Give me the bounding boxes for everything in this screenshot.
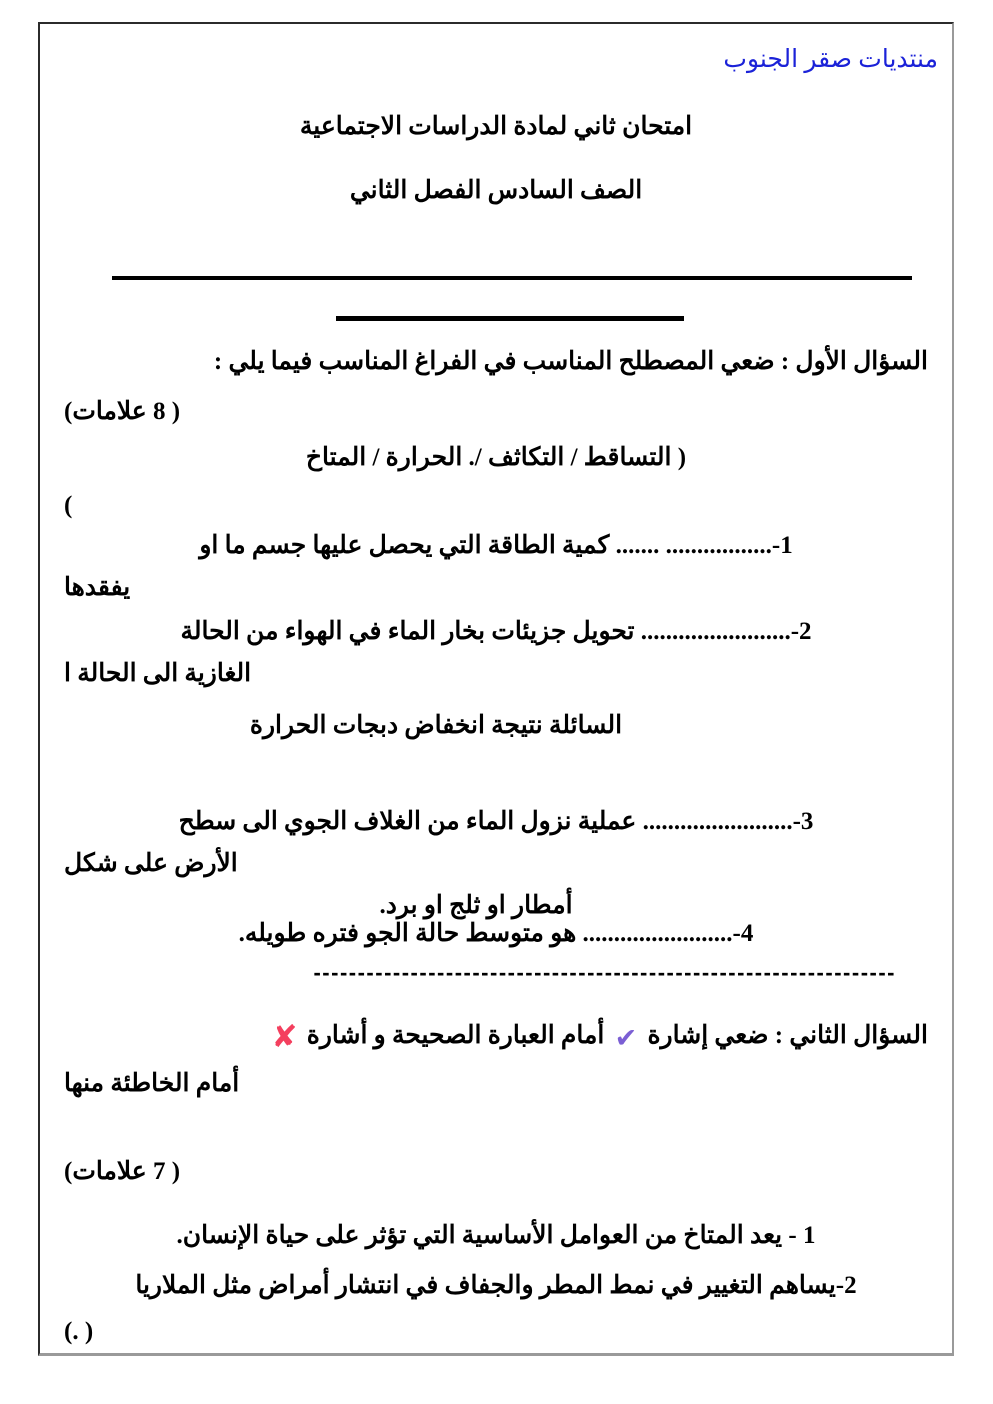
question2-heading-part1: السؤال الثاني : ضعي إشارة [647, 1022, 928, 1049]
question1-item-3-line-1: 3-........................ عملية نزول الماء من الغلاف الجوي الى سطح [178, 808, 814, 835]
question2-heading-line2: أمام الخاطئة منها [64, 1070, 240, 1097]
question1-item-1-line-2: يفقدها [64, 574, 131, 601]
question1-heading: السؤال الأول : ضعي المصطلح المناسب في الفراغ المناسب فيما يلي : [213, 348, 928, 375]
question1-item-1-line-1: 1-................. ....... كمية الطاقة التي يحصل عليها جسم ما او [199, 532, 793, 559]
question2-heading [64, 1020, 928, 1053]
document-page [38, 22, 954, 1356]
page-subtitle: الصف السادس الفصل الثاني [349, 177, 643, 204]
question1-item-4-line-1: 4-........................ هو متوسط حالة الجو فتره طويله. [238, 920, 754, 947]
question2-item-2-answer-blank: ( .) [64, 1318, 94, 1345]
question1-item-3-line-3: أمطار او ثلج او برد. [379, 892, 573, 919]
divider-rule-short [336, 316, 684, 321]
question1-item-2-line-2: الغازية الى الحالة ا [64, 660, 252, 687]
question2-item-1: 1 - يعد المتاخ من العوامل الأساسية التي تؤثر على حياة الإنسان. [176, 1222, 816, 1249]
question1-item-3-line-2: الأرض على شكل [64, 850, 238, 877]
cross-mark-icon: ✘ [271, 1019, 298, 1055]
page-title: امتحان ثاني لمادة الدراسات الاجتماعية [299, 113, 693, 140]
question1-item-2-line-3: السائلة نتيجة انخفاض دبجات الحرارة [249, 712, 623, 739]
forum-watermark-header: منتديات صقر الجنوب [723, 46, 938, 73]
question2-marks: ( 7 علامات) [64, 1158, 181, 1185]
divider-rule-long [112, 276, 912, 280]
question1-word-bank-line2: ) [64, 492, 73, 519]
check-mark-icon: ✔ [614, 1023, 638, 1054]
question1-item-2-line-1: 2-........................ تحويل جزيئات بخار الماء في الهواء من الحالة [180, 618, 812, 645]
question2-item-2-line-1: 2-يساهم التغيير في نمط المطر والجفاف في انتشار أمراض مثل الملاريا [135, 1272, 857, 1299]
question-separator: ------------------------------------------------------------------ [313, 960, 896, 985]
question1-marks: ( 8 علامات) [64, 398, 181, 425]
question1-word-bank-line1: ( التساقط / التكاثف /. الحرارة / المتاخ [305, 444, 687, 471]
page-content [40, 24, 952, 1353]
question2-heading-part2: أمام العبارة الصحيحة و أشارة [306, 1022, 605, 1049]
